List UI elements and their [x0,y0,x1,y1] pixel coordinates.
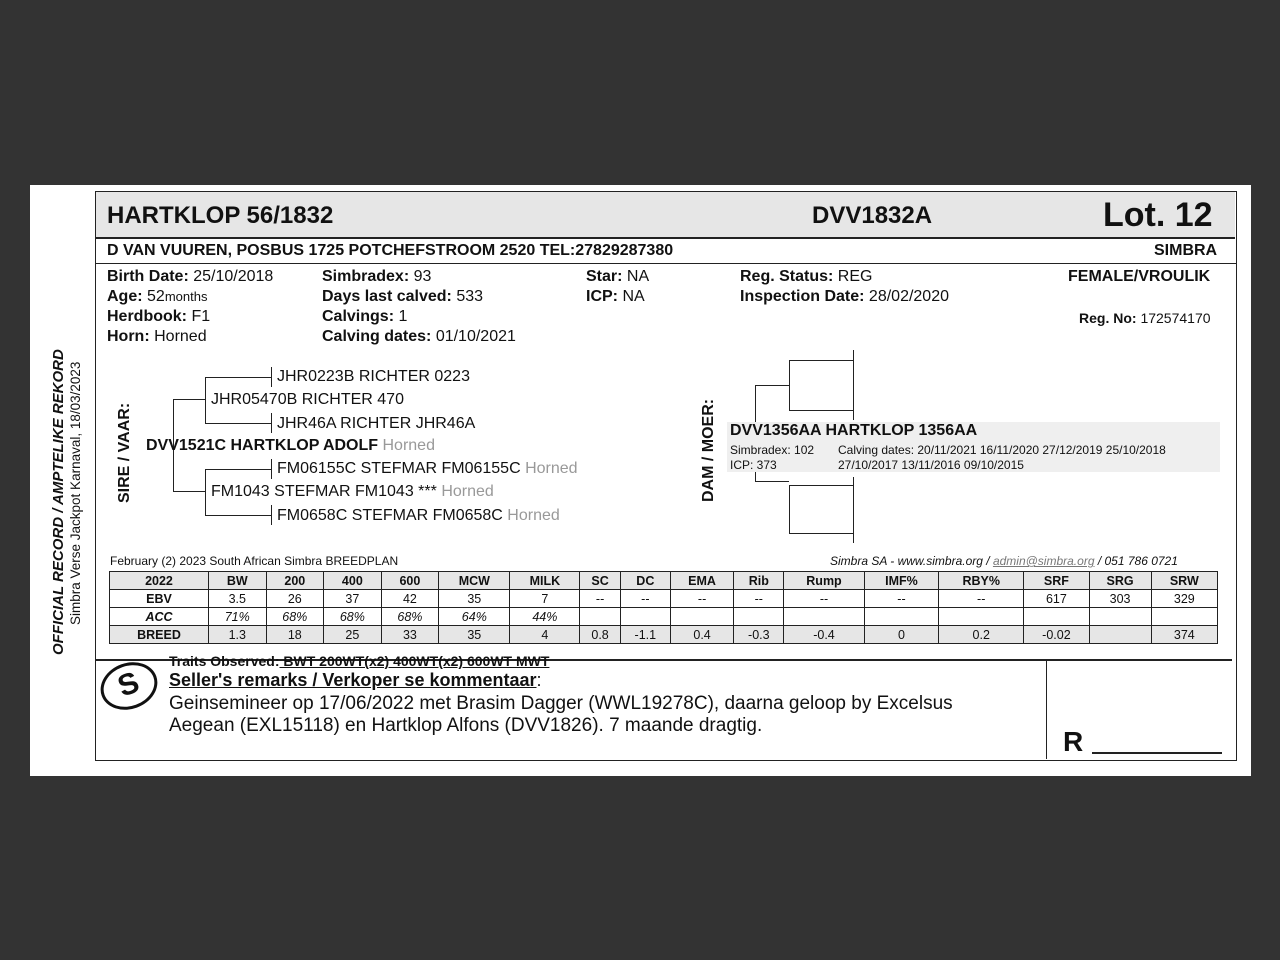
acc-cell: 44% [510,608,580,626]
ss-bracket-v [205,377,206,423]
owner-divider [96,263,1236,264]
price-line[interactable] [1092,752,1222,754]
star: Star: NA [586,268,650,285]
ebv-cell: 3.5 [208,590,266,608]
ds-bracket-v [789,360,790,410]
dam-bracket-top [755,385,789,386]
breed-cell: 0.2 [939,626,1024,644]
dam-name: DVV1356AA HARTKLOP 1356AA [730,422,978,439]
ebv-cell: -- [734,590,784,608]
sd-tick-top [271,459,272,479]
ss-bracket-bot [205,423,271,424]
breed-cell: 374 [1151,626,1217,644]
ds-tick [853,350,854,420]
breed-label: SIMBRA [1154,242,1218,259]
ebv-header-cell: BW [208,572,266,590]
breed-cell: -1.1 [620,626,670,644]
ebv-header-cell: MCW [439,572,510,590]
ebv-header-cell: EMA [670,572,734,590]
ebv-cell: -- [939,590,1024,608]
ebv-header-cell: 600 [381,572,439,590]
ss-tick-bot [271,413,272,433]
dd-bracket-v [789,485,790,533]
breed-cell: 0.8 [580,626,621,644]
sd-bracket-v [205,469,206,515]
ebv-cell: 617 [1024,590,1089,608]
ebv-header-cell: 200 [266,572,324,590]
dd-bracket-bot [789,533,853,534]
breed-cell: 4 [510,626,580,644]
breedplan-contact: Simbra SA - www.simbra.org / admin@simbra.org / 051 786 0721 [830,554,1178,568]
herdbook: Herdbook: F1 [107,308,211,325]
ebv-header-cell: MILK [510,572,580,590]
sd-tick-bot [271,505,272,525]
acc-cell [734,608,784,626]
breed-row [110,626,1218,644]
dam-bracket-bot [755,481,789,482]
sire-sire: JHR05470B RICHTER 470 [211,391,404,408]
official-record-label: OFFICIAL RECORD / AMPTELIKE REKORD [50,349,67,655]
ebv-header-cell: SRF [1024,572,1089,590]
price-box-left [1046,661,1047,759]
ebv-header-cell: RBY% [939,572,1024,590]
ebv-header-cell: SRW [1151,572,1217,590]
ebv-header-cell: 2022 [110,572,209,590]
ds-bracket-bot [789,410,853,411]
acc-cell [1024,608,1089,626]
dd-bracket-top [789,485,853,486]
breed-cell: 33 [381,626,439,644]
sire: DVV1521C HARTKLOP ADOLF Horned [146,437,435,454]
ebv-cell: 7 [510,590,580,608]
ebv-header-cell: DC [620,572,670,590]
ebv-header-cell: SRG [1089,572,1151,590]
inspection-date: Inspection Date: 28/02/2020 [740,288,949,305]
ebv-header-cell: Rump [784,572,865,590]
ebv-cell: 26 [266,590,324,608]
dam-icp: ICP: 373 [730,458,777,472]
traits-observed: Traits Observed: BWT 200WT(x2) 400WT(x2) 600WT MWT [169,653,550,669]
sd-bracket-bot [205,515,271,516]
breed-cell: 0 [864,626,938,644]
price-label: R [1063,726,1084,757]
dd-tick [853,477,854,543]
sire-bracket-bot [173,491,205,492]
sire-dam-dam: FM0658C STEFMAR FM0658C Horned [277,507,560,524]
acc-cell: 68% [266,608,324,626]
ebv-cell: -- [670,590,734,608]
sd-bracket-top [205,469,271,470]
ebv-header-cell: Rib [734,572,784,590]
ebv-header-cell: 400 [324,572,382,590]
ebv-cell: -- [580,590,621,608]
ebv-header-row [110,572,1218,590]
breed-cell: 25 [324,626,382,644]
age: Age: 52months [107,288,208,305]
ebv-cell: 303 [1089,590,1151,608]
dam-label: DAM / MOER: [700,398,717,502]
sire-sire-sire: JHR0223B RICHTER 0223 [277,368,470,385]
sale-label: Simbra Verse Jackpot Karnaval, 18/03/2023 [68,361,83,625]
ds-bracket-top [789,360,853,361]
ebv-cell: 329 [1151,590,1217,608]
ss-tick-top [271,367,272,387]
breedplan-title: February (2) 2023 South African Simbra BREEDPLAN [110,554,399,568]
days-last-calved: Days last calved: 533 [322,288,484,305]
ebv-cell: 42 [381,590,439,608]
lot-number: Lot. 12 [1103,196,1213,234]
acc-cell [864,608,938,626]
acc-cell [580,608,621,626]
ebv-header-cell: SC [580,572,621,590]
ebv-row [110,590,1218,608]
ebv-cell: 35 [439,590,510,608]
acc-cell: 64% [439,608,510,626]
ebv-cell: -- [864,590,938,608]
breed-cell: -0.3 [734,626,784,644]
acc-cell [620,608,670,626]
calvings: Calvings: 1 [322,308,408,325]
breed-cell: 35 [439,626,510,644]
breed-cell: 0.4 [670,626,734,644]
remarks-line-2: Aegean (EXL15118) en Hartklop Alfons (DVV1826). 7 maande dragtig. [169,715,763,736]
ebv-cell: -- [620,590,670,608]
sire-dam-sire: FM06155C STEFMAR FM06155C Horned [277,460,578,477]
acc-cell [1089,608,1151,626]
breed-cell: 1.3 [208,626,266,644]
sire-label: SIRE / VAAR: [116,402,133,503]
reg-number: Reg. No: 172574170 [1079,310,1211,326]
ebv-cell: -- [784,590,865,608]
acc-cell [1151,608,1217,626]
dam-calving-dates-1: Calving dates: 20/11/2021 16/11/2020 27/12/2019 25/10/2018 [838,443,1166,457]
acc-cell [784,608,865,626]
ebv-cell: EBV [110,590,209,608]
remarks-title: Seller's remarks / Verkoper se kommentaar: [169,670,542,690]
ebv-header-cell: IMF% [864,572,938,590]
remarks-line-1: Geinsemineer op 17/06/2022 met Brasim Dagger (WWL19278C), daarna geloop by Excelsus [169,693,953,714]
sire-sire-dam: JHR46A RICHTER JHR46A [277,415,476,432]
breed-cell: -0.02 [1024,626,1089,644]
icp: ICP: NA [586,288,645,305]
dam-simbradex: Simbradex: 102 [730,443,815,457]
animal-id: DVV1832A [812,202,933,229]
breed-cell [1089,626,1151,644]
breed-cell: -0.4 [784,626,865,644]
ebv-cell: 37 [324,590,382,608]
ebv-table [109,571,1218,644]
ss-bracket-top [205,377,271,378]
acc-row [110,608,1218,626]
acc-cell [670,608,734,626]
breed-cell: 18 [266,626,324,644]
dam-calving-dates-2: 27/10/2017 13/11/2016 09/10/2015 [838,458,1024,472]
simbra-s-logo: S [94,654,164,717]
calving-dates: Calving dates: 01/10/2021 [322,328,516,345]
sire-bracket-top [173,399,205,400]
lot-card [30,185,1251,776]
email-link[interactable]: admin@simbra.org [992,554,1095,568]
acc-cell: 68% [324,608,382,626]
birth-date: Birth Date: 25/10/2018 [107,268,274,285]
simbradex: Simbradex: 93 [322,268,432,285]
acc-cell: 68% [381,608,439,626]
horn: Horn: Horned [107,328,207,345]
breed-cell: BREED [110,626,209,644]
acc-cell: 71% [208,608,266,626]
acc-cell: ACC [110,608,209,626]
reg-status: Reg. Status: REG [740,268,873,285]
sex-label: FEMALE/VROULIK [1068,268,1211,285]
sire-dam: FM1043 STEFMAR FM1043 *** Horned [211,483,494,500]
animal-name: HARTKLOP 56/1832 [107,202,334,229]
owner-line: D VAN VUUREN, POSBUS 1725 POTCHEFSTROOM 2520 TEL:27829287380 [107,242,674,259]
acc-cell [939,608,1024,626]
